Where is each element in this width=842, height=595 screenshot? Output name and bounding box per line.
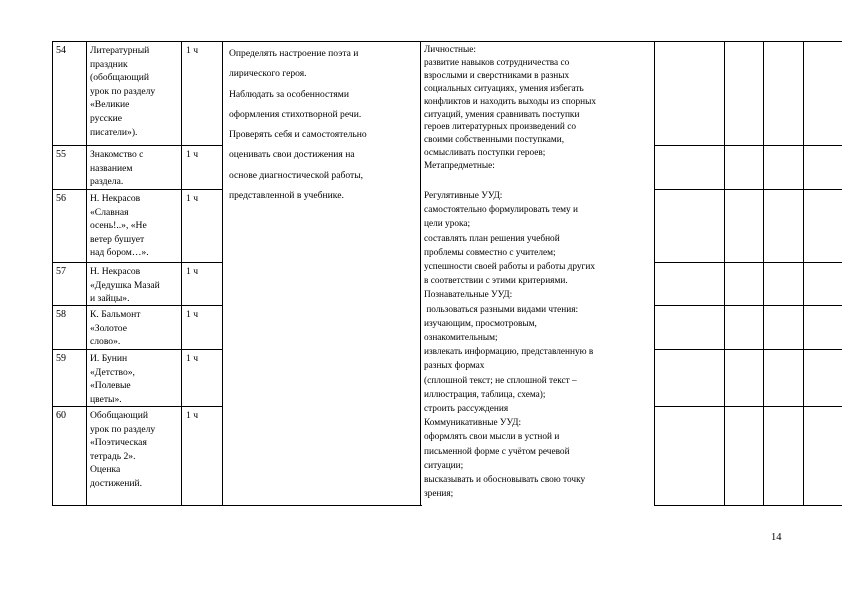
table-bottom-border (52, 505, 422, 506)
row-divider-right (654, 349, 842, 350)
lesson-hours: 1 ч (186, 149, 199, 160)
outcomes-meta: Регулятивные УУД: самостоятельно формулировать тему и цели урока; составлять план решения учебной проблемы совместно с учителем; успешности своей работы и работы других в соответствии с этими критериями. Познавательные УУД: пользоваться разными видами чтения: изучающим, просмотровым, ознакомительным; извлекать информацию, представленную в разных формах (сплошной текст; не сплошной текст – иллюстрация, таблица, схема); строить рассуждения Коммуникативные УУД: оформлять свои мысли в устной и письменной форме с учётом речевой ситуации; высказывать и обосновывать свою точку зрения; (424, 191, 595, 500)
col-border (724, 41, 725, 506)
col-border (222, 41, 223, 506)
col-border (763, 41, 764, 506)
page-number: 14 (771, 532, 782, 543)
col-border (181, 41, 182, 506)
lesson-number: 54 (56, 45, 66, 56)
lesson-number: 57 (56, 266, 66, 277)
row-divider-right (654, 262, 842, 263)
lesson-topic: Н. Некрасов «Славная осень!..», «Не ветер бушует над бором…». (90, 193, 149, 259)
col-border (86, 41, 87, 506)
lesson-topic: К. Бальмонт «Золотое слово». (90, 309, 141, 348)
lesson-number: 55 (56, 149, 66, 160)
row-divider (52, 262, 222, 263)
lesson-topic: Литературный праздник (обобщающий урок по разделу «Великие русские писатели»). (90, 45, 156, 138)
row-divider-right (654, 145, 842, 146)
outcomes-personal: Личностные: развитие навыков сотрудничества со взрослыми и сверстниками в разных социальных ситуациях, умения избегать конфликтов и находить выходы из спорных ситуаций, умения сравнивать поступки героев литературных произведений со своими собственными поступками, осмысливать поступки героев; Метапредметные: (424, 45, 597, 172)
row-divider (52, 349, 222, 350)
lesson-hours: 1 ч (186, 266, 199, 277)
lesson-hours: 1 ч (186, 193, 199, 204)
lesson-hours: 1 ч (186, 309, 199, 320)
lesson-number: 60 (56, 410, 66, 421)
row-divider (52, 145, 222, 146)
col-border (654, 41, 655, 506)
row-divider-right (654, 189, 842, 190)
row-divider-right (654, 305, 842, 306)
lesson-topic: И. Бунин «Детство», «Полевые цветы». (90, 353, 135, 405)
table-bottom-border-right (654, 505, 842, 506)
activities-text: Определять настроение поэта и лирического героя. Наблюдать за особенностями оформления стихотворной речи. Проверять себя и самостоятельно оценивать свои достижения на основе диагностической работы, представленной в учебнике. (229, 48, 367, 202)
lesson-number: 56 (56, 193, 66, 204)
lesson-hours: 1 ч (186, 410, 199, 421)
row-divider (52, 189, 222, 190)
col-border (52, 41, 53, 506)
lesson-number: 58 (56, 309, 66, 320)
row-divider-right (654, 406, 842, 407)
col-border (803, 41, 804, 506)
lesson-topic: Обобщающий урок по разделу «Поэтическая тетрадь 2». Оценка достижений. (90, 410, 156, 489)
col-border (420, 41, 421, 506)
row-divider (52, 406, 222, 407)
lesson-number: 59 (56, 353, 66, 364)
lesson-topic: Н. Некрасов «Дедушка Мазай и зайцы». (90, 266, 160, 305)
lesson-hours: 1 ч (186, 45, 199, 56)
lesson-topic: Знакомство с названием раздела. (90, 149, 144, 188)
lesson-hours: 1 ч (186, 353, 199, 364)
